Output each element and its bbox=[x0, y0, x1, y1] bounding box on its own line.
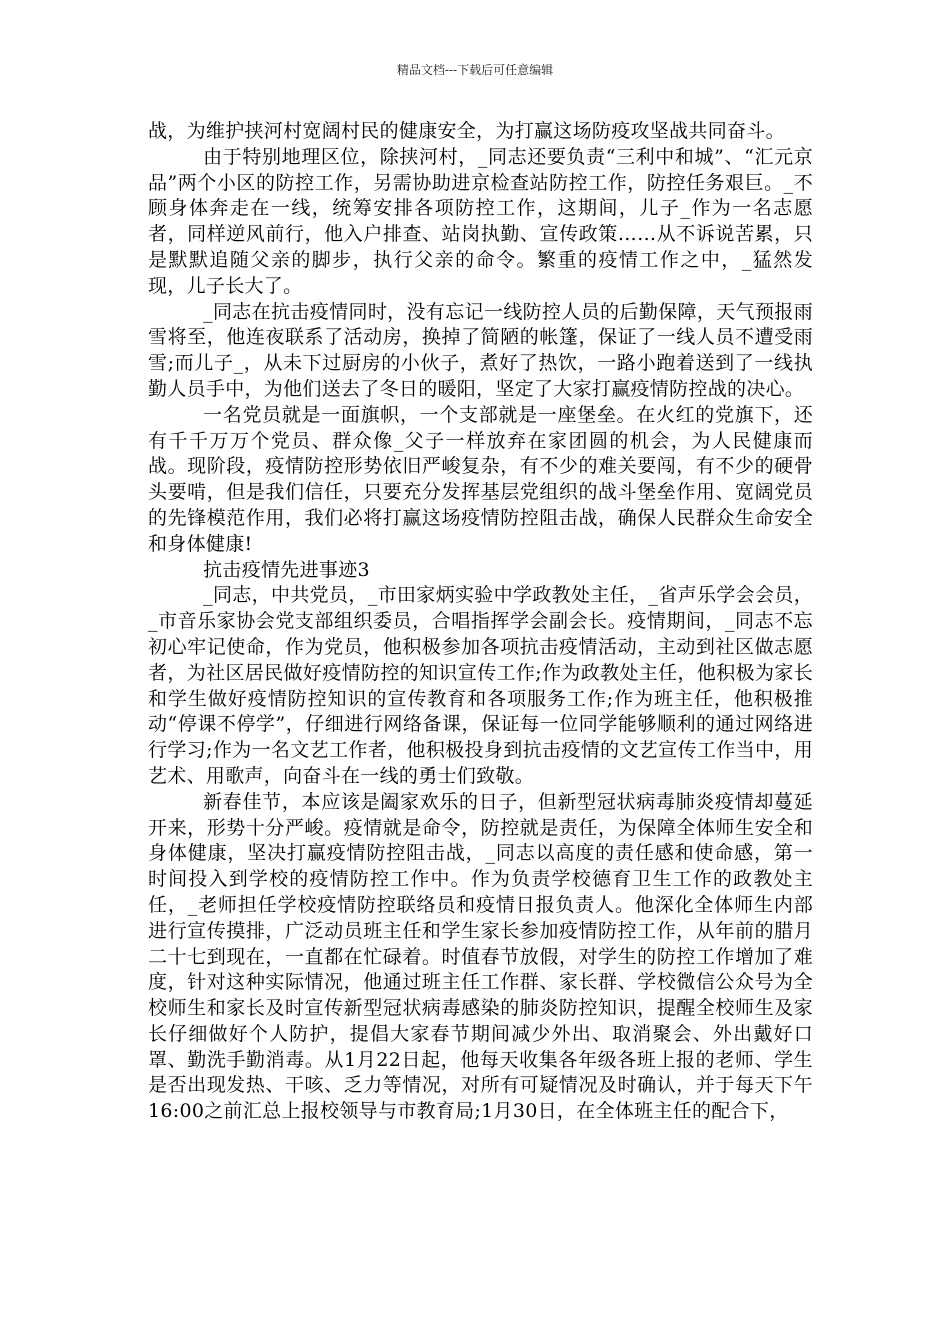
paragraph-continuation: 战，为维护挟河村宽阔村民的健康安全，为打赢这场防疫攻坚战共同奋斗。 bbox=[148, 120, 785, 142]
page-header: 精品文档---下载后可任意编辑 bbox=[396, 63, 554, 77]
paragraph-spring-festival: 新春佳节，本应该是阖家欢乐的日子，但新型冠状病毒肺炎疫情却蔓延开来，形势十分严峻。疫情就是命令，防控就是责任，为保障全体师生安全和身体健康，坚决打赢疫情防控阻击战，_同志以高度的责任感和使命感，第一时间投入到学校的疫情防控工作中。作为负责学校德育卫生工作的政教处主任，_老师担任学校疫情防控联络员和疫情日报负责人。他深化全体师生内部进行宣传摸排，广泛动员班主任和学生家长参加疫情防控工作，从年前的腊月二十七到现在，一直都在忙碌着。时值春节放假，对学生的防控工作增加了难度，针对这种实际情况，他通过班主任工作群、家长群、学校微信公众号为全校师生和家长及时宣传新型冠状病毒感染的肺炎防控知识，提醒全校师生及家长仔细做好个人防护，提倡大家春节期间减少外出、取消聚会、外出戴好口罩、勤洗手勤消毒。从1月22日起，他每天收集各年级各班上报的老师、学生是否出现发热、干咳、乏力等情况，对所有可疑情况及时确认，并于每天下午16:00之前汇总上报校领导与市教育局;1月30日，在全体班主任的配合下， bbox=[148, 790, 813, 1123]
paragraph-party-members: 一名党员就是一面旗帜，一个支部就是一座堡垒。在火红的党旗下，还有千千万万个党员、群众像_父子一样放弃在家团圆的机会，为人民健康而战。现阶段，疫情防控形势依旧严峻复杂，有不少的难关要闯，有不少的硬骨头要啃，但是我们信任，只要充分发挥基层党组织的战斗堡垒作用、宽阔党员的先锋模范作用，我们必将打赢这场疫情防控阻击战，确保人民群众生命安全和身体健康! bbox=[148, 403, 813, 555]
paragraph-teacher-profile: _同志，中共党员，_市田家炳实验中学政教处主任，_省声乐学会会员，_市音乐家协会党支部组织委员，合唱指挥学会副会长。疫情期间，_同志不忘初心牢记使命，作为党员，他积极参加各项抗击疫情活动，主动到社区做志愿者，为社区居民做好疫情防控的知识宣传工作;作为政教处主任，他积极为家长和学生做好疫情防控知识的宣传教育和各项服务工作;作为班主任，他积极推动“停课不停学”，仔细进行网络备课，保证每一位同学能够顺利的通过网络进行学习;作为一名文艺工作者，他积极投身到抗击疫情的文艺宣传工作当中，用艺术、用歌声，向奋斗在一线的勇士们致敬。 bbox=[148, 584, 813, 787]
paragraph-responsibilities: 由于特别地理区位，除挟河村，_同志还要负责“三利中和城”、“汇元京品”两个小区的防控工作，另需协助进京检查站防控工作，防控任务艰巨。_不顾身体奔走在一线，统筹安排各项防控工作，这期间，儿子_作为一名志愿者，同样逆风前行，他入户排查、站岗执勤、宣传政策……从不诉说苦累，只是默默追随父亲的脚步，执行父亲的命令。繁重的疫情工作之中，_猛然发现，儿子长大了。 bbox=[148, 145, 813, 297]
document-body bbox=[148, 119, 813, 1125]
paragraph-logistics: _同志在抗击疫情同时，没有忘记一线防控人员的后勤保障，天气预报雨雪将至，他连夜联系了活动房，换掉了简陋的帐篷，保证了一线人员不遭受雨雪;而儿子_，从未下过厨房的小伙子，煮好了热饮，一路小跑着送到了一线执勤人员手中，为他们送去了冬日的暖阳，坚定了大家打赢疫情防控战的决心。 bbox=[148, 300, 813, 400]
section-heading: 抗击疫情先进事迹3 bbox=[203, 558, 370, 581]
